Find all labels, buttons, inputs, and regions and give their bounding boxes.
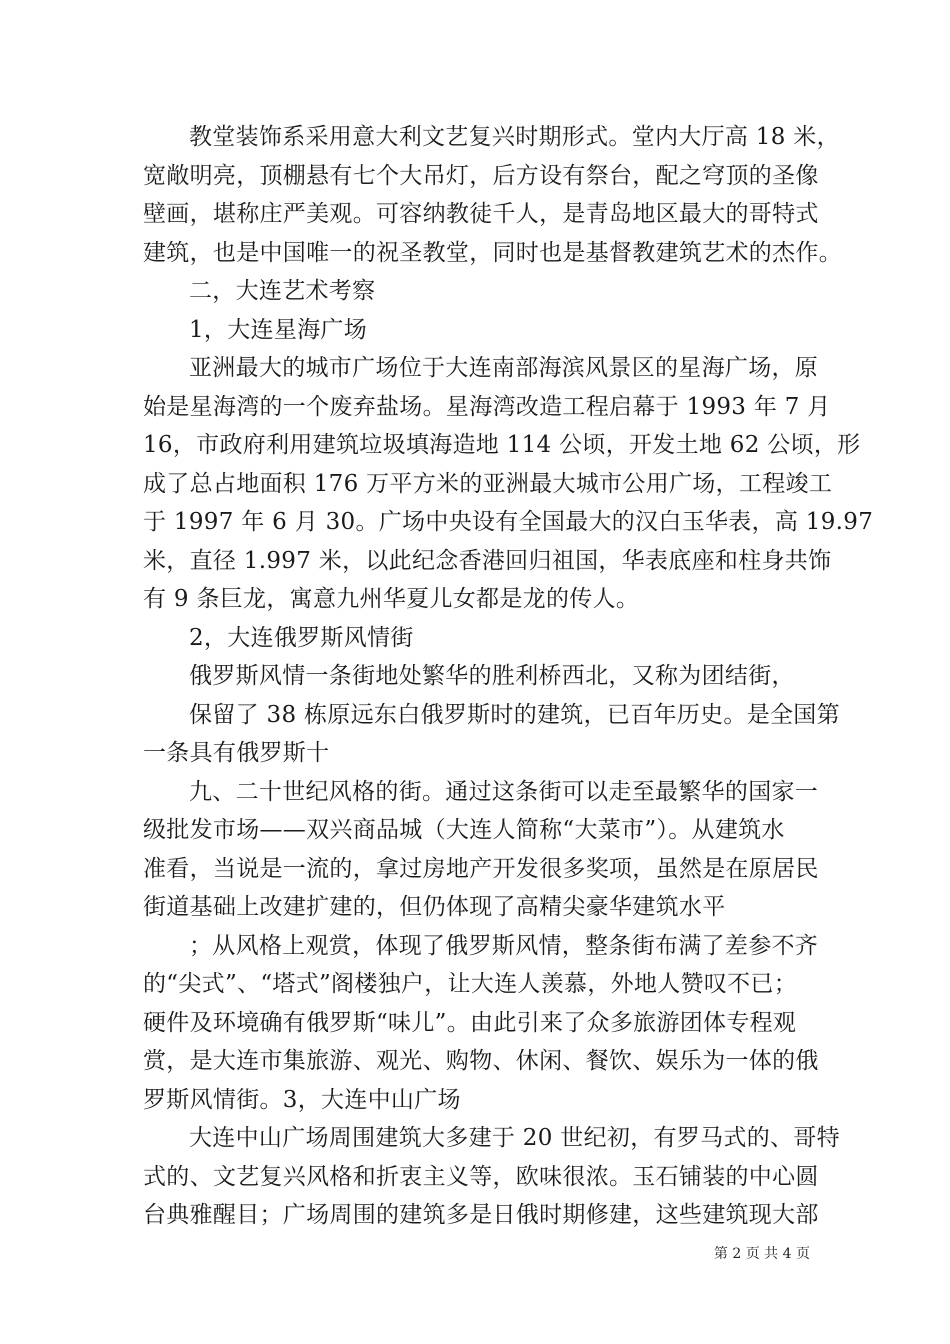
text-line: 壁画，堪称庄严美观。可容纳教徒千人，是青岛地区最大的哥特式 xyxy=(143,201,819,227)
text-line: 有 9 条巨龙，寓意九州华夏儿女都是龙的传人。 xyxy=(143,586,640,612)
text-line: 的“尖式”、“塔式”阁楼独户，让大连人羡慕，外地人赞叹不已； xyxy=(143,971,798,997)
text-line: 级批发市场——双兴商品城（大连人简称“大菜市”）。从建筑水 xyxy=(143,817,785,843)
text-line: 成了总占地面积 176 万平方米的亚洲最大城市公用广场，工程竣工 xyxy=(143,470,833,497)
text-line: 保留了 38 栋原远东白俄罗斯时的建筑，已百年历史。是全国第 xyxy=(189,701,840,728)
text-line: 教堂装饰系采用意大利文艺复兴时期形式。堂内大厅高 18 米， xyxy=(189,124,840,150)
text-line: 米，直径 1.997 米，以此纪念香港回归祖国，华表底座和柱身共饰 xyxy=(143,547,832,574)
text-line: 建筑，也是中国唯一的祝圣教堂，同时也是基督教建筑艺术的杰作。 xyxy=(143,239,842,266)
page-number: 第 2 页 共 4 页 xyxy=(713,1246,810,1262)
text-line: 大连中山广场周围建筑大多建于 20 世纪初，有罗马式的、哥特 xyxy=(189,1125,840,1151)
text-line: 准看，当说是一流的，拿过房地产开发很多奖项，虽然是在原居民 xyxy=(143,855,819,882)
text-line: 2，大连俄罗斯风情街 xyxy=(189,624,414,651)
document-body xyxy=(143,118,874,1235)
text-line: 台典雅醒目；广场周围的建筑多是日俄时期修建，这些建筑现大部 xyxy=(143,1202,819,1228)
text-line: 宽敞明亮，顶棚悬有七个大吊灯，后方设有祭台，配之穹顶的圣像 xyxy=(143,162,819,189)
text-line: 赏，是大连市集旅游、观光、购物、休闲、餐饮、娱乐为一体的俄 xyxy=(143,1048,819,1074)
text-line: 罗斯风情街。3，大连中山广场 xyxy=(143,1086,461,1113)
text-line: 一条具有俄罗斯十 xyxy=(143,740,330,766)
text-line: 硬件及环境确有俄罗斯“味儿”。由此引来了众多旅游团体专程观 xyxy=(143,1009,797,1036)
text-line: 二，大连艺术考察 xyxy=(189,278,376,304)
text-line: 于 1997 年 6 月 30。广场中央设有全国最大的汉白玉华表，高 19.97 xyxy=(143,509,874,535)
text-line: 亚洲最大的城市广场位于大连南部海滨风景区的星海广场，原 xyxy=(189,355,819,381)
text-line: 九、二十世纪风格的街。通过这条街可以走至最繁华的国家一 xyxy=(189,778,819,805)
text-line: 式的、文艺复兴风格和折衷主义等，欧味很浓。玉石铺装的中心圆 xyxy=(143,1163,819,1190)
text-line: 始是星海湾的一个废弃盐场。星海湾改造工程启幕于 1993 年 7 月 xyxy=(143,393,831,420)
text-line: 街道基础上改建扩建的，但仍体现了高精尖豪华建筑水平 xyxy=(143,894,726,920)
text-line: ；从风格上观赏，体现了俄罗斯风情，整条街布满了差参不齐 xyxy=(189,932,819,959)
text-line: 1，大连星海广场 xyxy=(189,316,368,343)
text-line: 16，市政府利用建筑垃圾填海造地 114 公顷，开发土地 62 公顷，形 xyxy=(143,432,861,458)
text-line: 俄罗斯风情一条街地处繁华的胜利桥西北，又称为团结街， xyxy=(189,663,795,689)
